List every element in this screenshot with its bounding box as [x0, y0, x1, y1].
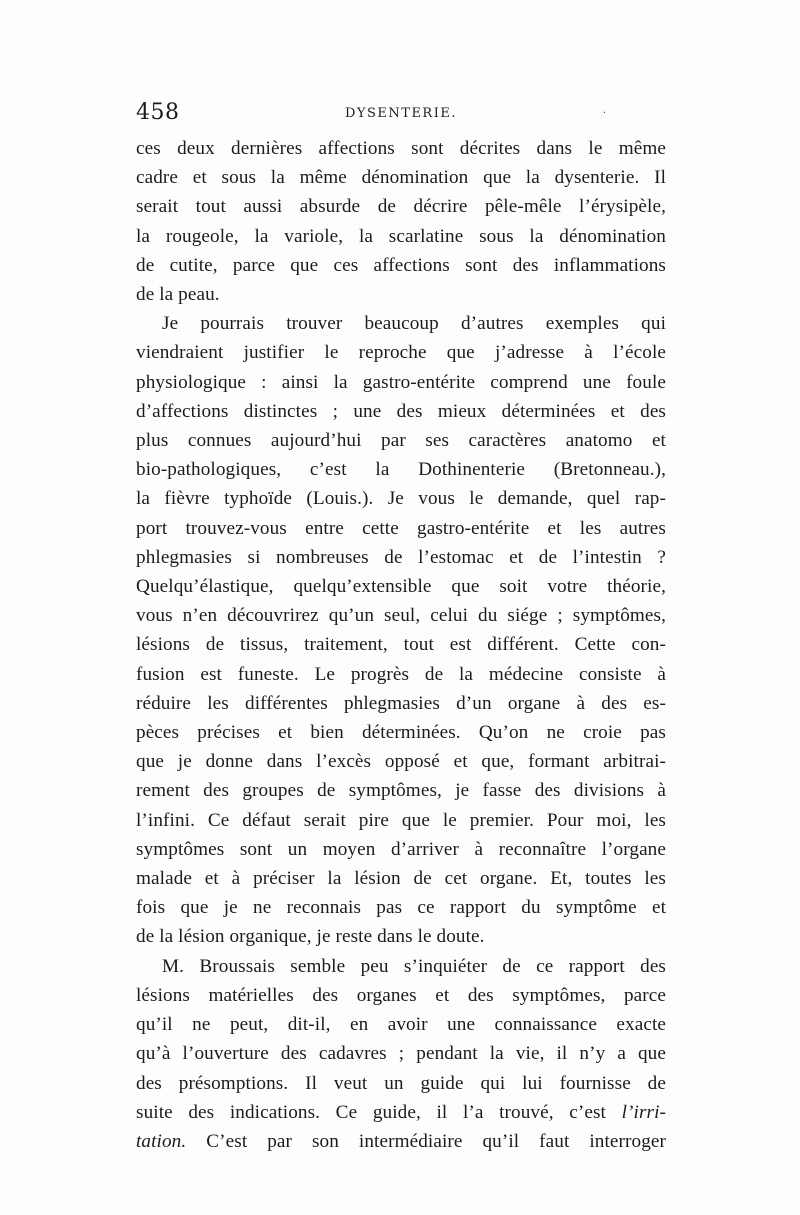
ornament-dot: ·: [602, 108, 606, 119]
running-head: [136, 100, 666, 134]
text-line: malade et à préciser la lésion de cet organe. Et, toutes les: [136, 868, 666, 890]
text-line: de la peau.: [136, 284, 220, 306]
text-line: M. Broussais semble peu s’inquiéter de ce rapport des: [162, 955, 666, 977]
text-line: la fièvre typhoïde (Louis.). Je vous le demande, quel rap-: [136, 488, 666, 510]
running-title: DYSENTERIE.: [345, 106, 457, 121]
book-page: [136, 100, 666, 1156]
text-line-mixed: [136, 1127, 666, 1156]
text-line: cadre et sous la même dénomination que la dysenterie. Il: [136, 167, 666, 189]
text-run: suite des indications. Ce guide, il l’a trouvé, c’est: [136, 1101, 622, 1123]
text-line: rement des groupes de symptômes, je fasse des divisions à: [136, 780, 666, 802]
text-line: l’infini. Ce défaut serait pire que le premier. Pour moi, les: [136, 809, 666, 831]
text-line: plus connues aujourd’hui par ses caractères anatomo et: [136, 430, 666, 452]
text-line: réduire les différentes phlegmasies d’un organe à des es-: [136, 692, 666, 714]
text-line: lésions de tissus, traitement, tout est différent. Cette con-: [136, 634, 666, 656]
text-line: lésions matérielles des organes et des symptômes, parce: [136, 984, 666, 1006]
text-line: symptômes sont un moyen d’arriver à reconnaître l’organe: [136, 838, 666, 860]
paragraph-2: [136, 309, 666, 951]
text-line: vous n’en découvrirez qu’un seul, celui du siége ; symptômes,: [136, 605, 666, 627]
text-line: fusion est funeste. Le progrès de la médecine consiste à: [136, 663, 666, 685]
text-line: pèces précises et bien déterminées. Qu’on ne croie pas: [136, 722, 666, 744]
italic-term: tation.: [136, 1130, 187, 1152]
text-line: physiologique : ainsi la gastro-entérite comprend une foule: [136, 371, 666, 393]
text-line: d’affections distinctes ; une des mieux déterminées et des: [136, 400, 666, 422]
text-line: phlegmasies si nombreuses de l’estomac et de l’intestin ?: [136, 546, 666, 568]
text-line: Je pourrais trouver beaucoup d’autres exemples qui: [162, 313, 666, 335]
text-line: port trouvez-vous entre cette gastro-entérite et les autres: [136, 517, 666, 539]
text-line: serait tout aussi absurde de décrire pêle-mêle l’érysipèle,: [136, 196, 666, 218]
text-line: que je donne dans l’excès opposé et que, formant arbitrai-: [136, 751, 666, 773]
text-line: de la lésion organique, je reste dans le doute.: [136, 926, 485, 948]
paragraph-1: [136, 134, 666, 309]
italic-term: l’irri-: [621, 1101, 666, 1123]
text-line: la rougeole, la variole, la scarlatine sous la dénomination: [136, 225, 666, 247]
text-line: Quelqu’élastique, quelqu’extensible que soit votre théorie,: [136, 576, 666, 598]
text-line: des présomptions. Il veut un guide qui lui fournisse de: [136, 1072, 666, 1094]
text-line: de cutite, parce que ces affections sont des inflammations: [136, 254, 666, 276]
text-line: qu’il ne peut, dit-il, en avoir une connaissance exacte: [136, 1014, 666, 1036]
text-line: viendraient justifier le reproche que j’adresse à l’école: [136, 342, 666, 364]
text-line: fois que je ne reconnais pas ce rapport du symptôme et: [136, 897, 666, 919]
text-line-mixed: [136, 1098, 666, 1127]
text-line: qu’à l’ouverture des cadavres ; pendant la vie, il n’y a que: [136, 1043, 666, 1065]
text-run: C’est par son intermédiaire qu’il faut interroger: [186, 1130, 666, 1152]
paragraph-3: [136, 952, 666, 1156]
text-line: ces deux dernières affections sont décrites dans le même: [136, 138, 666, 159]
page-number: 458: [136, 100, 180, 125]
text-line: bio-pathologiques, c’est la Dothinenterie (Bretonneau.),: [136, 459, 666, 481]
